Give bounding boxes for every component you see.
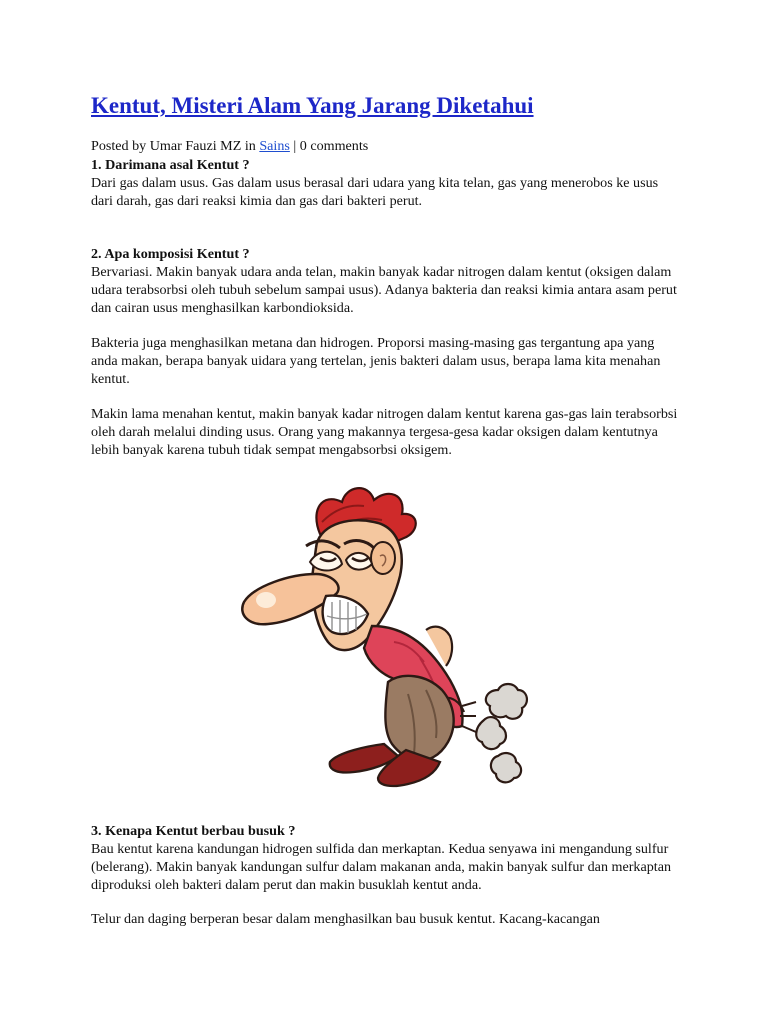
post-meta-prefix: Posted by Umar Fauzi MZ in — [91, 138, 260, 154]
section-1-paragraph-1: Dari gas dalam usus. Gas dalam usus berasal dari udara yang kita telan, gas yang menerobos ke usus dari darah, gas dari reaksi kimia dan gas dari bakteri perut. — [91, 175, 659, 209]
section-3-paragraph-1: Bau kentut karena kandungan hidrogen sulfida dan merkaptan. Kedua senyawa ini mengandung sulfur (belerang). Makin banyak kandungan sulfur dalam makanan anda, makin banyak sulfur dan merkaptan diproduksi oleh bakteri dalam perut dan makin busuklah kentut anda. — [91, 841, 671, 893]
post-meta — [91, 137, 681, 155]
category-link[interactable]: Sains — [259, 138, 290, 154]
section-2-paragraph-1: Bervariasi. Makin banyak udara anda telan, makin banyak kadar nitrogen dalam kentut (oksigen dalam udara terabsorbsi oleh tubuh sebelum sampai usus). Adanya bakteria dan reaksi kimia antara asam perut dan cairan usus menghasilkan karbondioksida. — [91, 264, 677, 316]
article-title[interactable]: Kentut, Misteri Alam Yang Jarang Diketahui — [91, 93, 534, 118]
post-meta-separator: | — [289, 138, 300, 154]
section-1-heading: 1. Darimana asal Kentut ? — [91, 157, 250, 173]
section-2-heading: 2. Apa komposisi Kentut ? — [91, 246, 250, 262]
cartoon-illustration — [238, 476, 532, 792]
comments-count: 0 comments — [299, 138, 369, 154]
section-2-paragraph-2: Bakteria juga menghasilkan metana dan hidrogen. Proporsi masing-masing gas tergantung apa yang anda makan, berapa banyak uidara yang tertelan, jenis bakteri dalam usus, berapa lama kita menahan kentut. — [91, 335, 661, 387]
section-3-paragraph-2: Telur dan daging berperan besar dalam menghasilkan bau busuk kentut. Kacang-kacangan — [91, 911, 600, 927]
section-2-paragraph-3: Makin lama menahan kentut, makin banyak kadar nitrogen dalam kentut karena gas-gas lain terabsorbsi oleh darah melalui dinding usus. Orang yang makannya tergesa-gesa kadar oksigen dalam kentutnya lebih banyak karena tubuh tidak sempat mengabsorbsi oksigem. — [91, 406, 678, 458]
section-3-heading: 3. Kenapa Kentut berbau busuk ? — [91, 823, 296, 839]
gas-cloud-icon — [460, 684, 527, 782]
